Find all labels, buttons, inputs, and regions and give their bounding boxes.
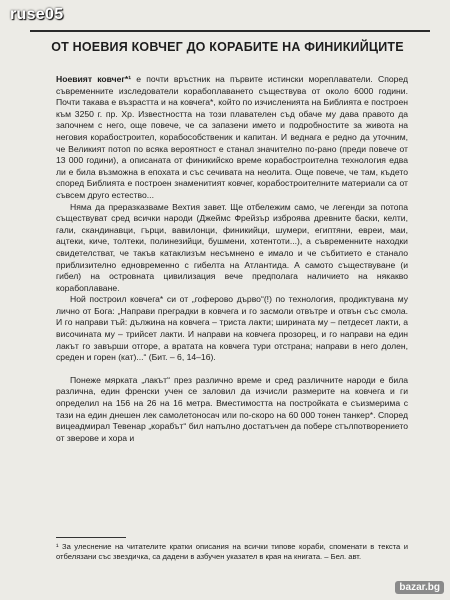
page-title: ОТ НОЕВИЯ КОВЧЕГ ДО КОРАБИТЕ НА ФИНИКИЙЦИТЕ [51,40,404,54]
paragraph-1 [56,74,408,202]
paragraph-1-text: е почти връстник на първите истински мореплаватели. Според съвременните изследователи корабоплаването съществува от около 6000 години. Почти такава е възрастта и на ковчега*, който по изчисленията на Библията е построен към 3250 г. пр. Хр. Известността на този плавателен съд обаче му дава правото да започнем с него, още повече, че са запазени името и подробностите за живота на неговия корабостроител, корабособственик и капитан. И веднага е редно да уточним, че Великият потоп по всяка вероятност е станал значително по-рано (преди повече от 13 000 години), а описаната от финикийско време корабостроителна технология едва ли е била възможна в епохата и със сечивата на неолита. Още повече, че там, където според Библията е построен знаменитият ковчег, корабостроителните материали са от съвсем друго естество... [56,74,409,200]
corner-badge: bazar.bg [395,581,444,594]
paragraph-4: Понеже мярката „лакът“ през различно време и сред различните народи е била различна, един френски учен се заловил да изчисли размерите на ковчега и ги определил на 156 на 26 на 16 метра. Вместимостта на постройката е съизмерима с тази на един днешен лек самолетоносач или по-скоро на 60 000 тонен танкер*. Според вицеадмирал Тевенар „корабът“ бил напълно достатъчен да побере стълпотворението от зверове и хора и [56,374,408,443]
footnote-rule [56,537,126,538]
title-rule [30,30,430,32]
watermark-logo: ruse05 [10,6,64,23]
paragraph-lead: Ноевият ковчег*¹ [56,74,132,84]
body-text [56,74,408,444]
paragraph-2: Няма да преразказваме Вехтия завет. Ще отбележим само, че легенди за потопа съществуват сред всички народи (Джеймс Фрейзър изброява древните баски, келти, гали, скандинавци, гърци, вавилонци, финикийци, шумери, египтяни, евреи, маи, ацтеки, киче, толтеки, полинезийци, бушмени, хотентоти...), а съвременните находки свидетелстват, че такъв катаклизъм несъмнено е имало и че събитието е станало приблизително едновременно с гибелта на Атлантида. А самото съществуване (и гибел) на островната цивилизация вече предполага наличието на някакво корабоплаване. [56,201,408,293]
footnote: ¹ За улеснение на читателите кратки описания на всички типове кораби, споменати в текста и отбелязани със звездичка, са дадени в азбучен указател в края на книгата. – Бел. авт. [56,542,408,562]
paragraph-3: Ной построил ковчега* си от „гоферово дърво“(!) по технология, продиктувана му лично от Бога: „Направи преградки в ковчега и го засмоли отвътре и отвън със смола. И го направи тъй: дължина на ковчега – триста лакти; ширината му – петдесет лакти, а височината му – трийсет лакти. И направи на ковчега прозорец, и го направи на един лакът го завърши отгоре, а вратата на ковчега тури отстрана; направи в него долен, среден и горен (кат)...“ (Бит. – 6, 14–16). [56,294,408,363]
